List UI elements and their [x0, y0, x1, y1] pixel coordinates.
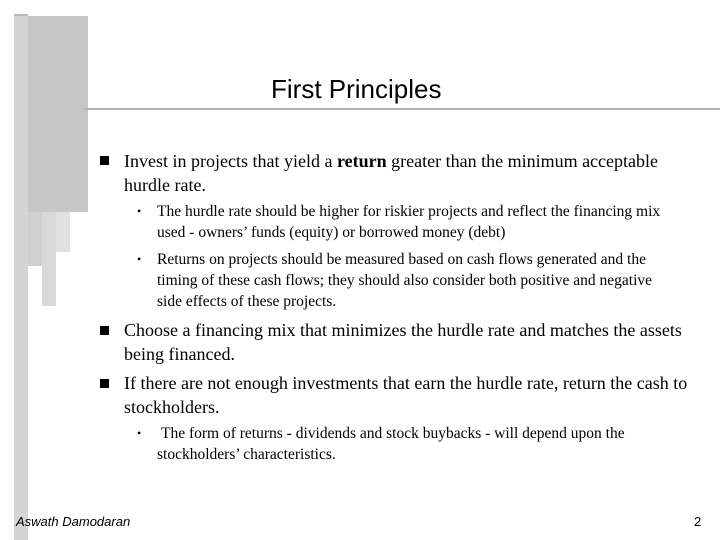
bullet-text-2: Choose a financing mix that minimizes the hurdle rate and matches the assets being financed.: [124, 320, 682, 364]
square-bullet-icon: [100, 326, 109, 335]
page-number: 2: [694, 514, 702, 529]
square-bullet-icon: [100, 379, 109, 388]
slide-title: First Principles: [271, 74, 442, 104]
square-bullet-icon: [100, 156, 109, 165]
decorative-bar: [14, 16, 28, 540]
bullet-text-1-start: Invest in projects that yield a: [124, 151, 337, 171]
bullet-text-1-bold: return: [336, 151, 387, 171]
sub-bullet-text-2: Returns on projects should be measured based on cash flows generated and the timing of these cash flows; they should also consider both positive and negative side effects of these projects.: [157, 251, 653, 310]
sub-bullet-icon: •: [137, 426, 142, 440]
title-divider: [84, 108, 720, 110]
bullet-text-3: If there are not enough investments that earn the hurdle rate, return the cash to stockholders.: [124, 373, 688, 417]
decorative-bar: [28, 16, 88, 212]
decorative-bar: [28, 212, 42, 266]
sub-bullet-text-3: The form of returns - dividends and stock buybacks - will depend upon the stockholders’ characteristics.: [157, 425, 625, 463]
sub-bullet-icon: •: [137, 204, 142, 218]
bullet-text-1-end: greater than the minimum acceptable hurdle rate.: [124, 151, 659, 195]
decorative-bar: [56, 212, 70, 252]
decorative-bar: [42, 212, 56, 306]
sub-bullet-icon: •: [137, 252, 142, 266]
footer-author: Aswath Damodaran: [16, 514, 131, 529]
sub-bullet-text-1: The hurdle rate should be higher for riskier projects and reflect the financing mix used - owners’ funds (equity) or borrowed money (debt): [157, 203, 661, 241]
bullet-text-1: [124, 149, 704, 197]
